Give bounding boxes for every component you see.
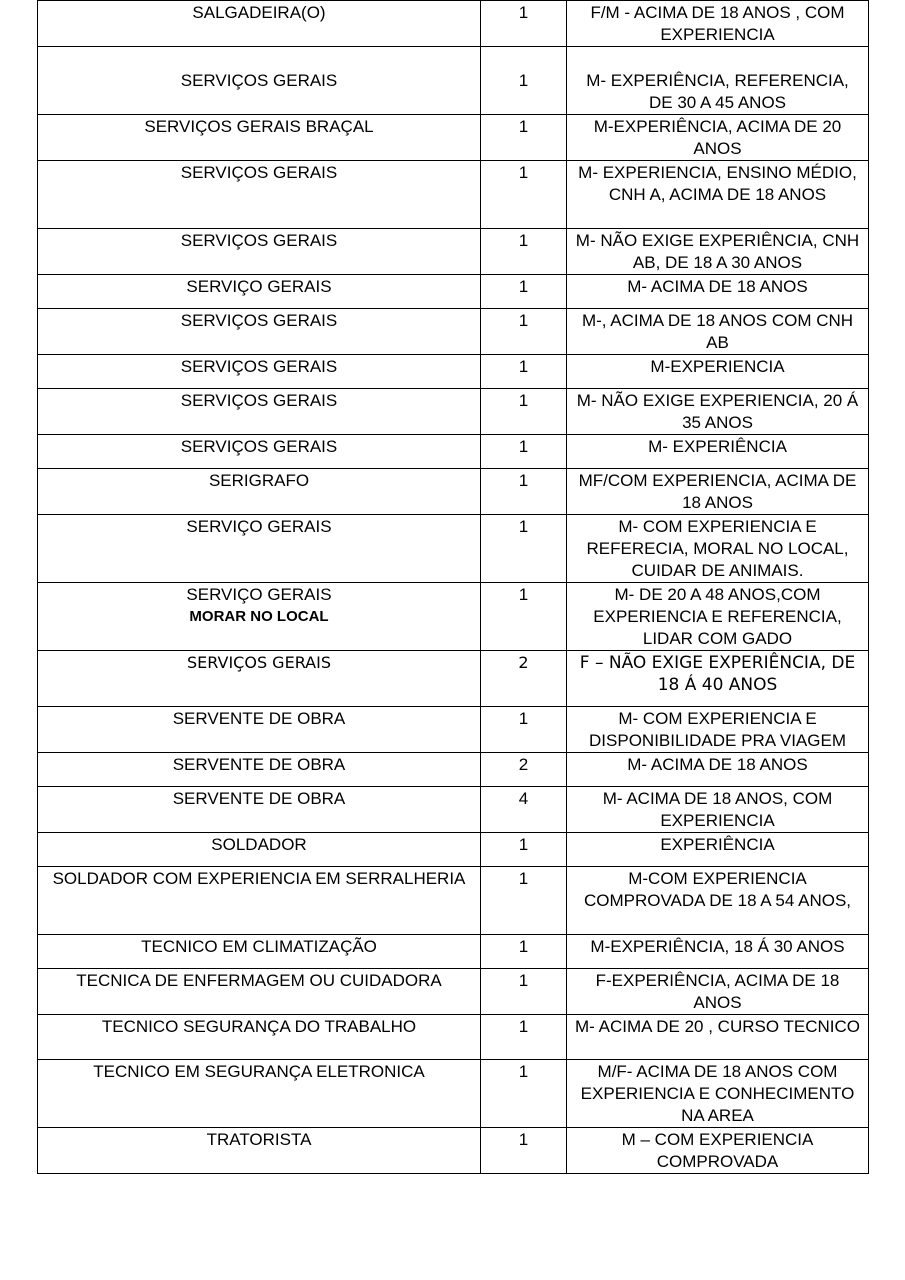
- requirements-cell: MF/COM EXPERIENCIA, ACIMA DE 18 ANOS: [567, 469, 869, 515]
- table-row: [38, 753, 869, 787]
- quantity-cell: 2: [481, 753, 567, 787]
- requirements-cell: M- DE 20 A 48 ANOS,COM EXPERIENCIA E REFERENCIA, LIDAR COM GADO: [567, 583, 869, 651]
- quantity-cell: 1: [481, 355, 567, 389]
- table-row: [38, 229, 869, 275]
- table-row: [38, 833, 869, 867]
- quantity-cell: 1: [481, 309, 567, 355]
- role-cell: SERVIÇOS GERAIS: [38, 435, 481, 469]
- role-cell: SOLDADOR: [38, 833, 481, 867]
- table-row: [38, 275, 869, 309]
- table-row: [38, 355, 869, 389]
- quantity-cell: 1: [481, 935, 567, 969]
- role-cell: SERVIÇOS GERAIS: [38, 309, 481, 355]
- quantity-cell: 1: [481, 115, 567, 161]
- requirements-cell: M- ACIMA DE 20 , CURSO TECNICO: [567, 1015, 869, 1060]
- quantity-cell: 2: [481, 651, 567, 707]
- requirements-cell: M-EXPERIENCIA: [567, 355, 869, 389]
- requirements-cell: F-EXPERIÊNCIA, ACIMA DE 18 ANOS: [567, 969, 869, 1015]
- quantity-cell: 1: [481, 161, 567, 229]
- role-cell: TECNICO EM CLIMATIZAÇÃO: [38, 935, 481, 969]
- role-cell: SERVIÇOS GERAIS BRAÇAL: [38, 115, 481, 161]
- table-row: [38, 309, 869, 355]
- requirements-cell: M/F- ACIMA DE 18 ANOS COM EXPERIENCIA E CONHECIMENTO NA AREA: [567, 1060, 869, 1128]
- requirements-cell: M- NÃO EXIGE EXPERIENCIA, 20 Á 35 ANOS: [567, 389, 869, 435]
- role-cell: SALGADEIRA(O): [38, 1, 481, 47]
- requirements-cell: F – NÃO EXIGE EXPERIÊNCIA, DE 18 Á 40 ANOS: [567, 651, 869, 707]
- table-row: [38, 787, 869, 833]
- role-cell: SOLDADOR COM EXPERIENCIA EM SERRALHERIA: [38, 867, 481, 935]
- quantity-cell: 1: [481, 47, 567, 115]
- role-note: MORAR NO LOCAL: [189, 608, 329, 625]
- requirements-cell: M-COM EXPERIENCIA COMPROVADA DE 18 A 54 ANOS,: [567, 867, 869, 935]
- quantity-cell: 1: [481, 583, 567, 651]
- table-row: [38, 389, 869, 435]
- requirements-cell: M – COM EXPERIENCIA COMPROVADA: [567, 1128, 869, 1174]
- quantity-cell: 1: [481, 833, 567, 867]
- role-cell: TECNICA DE ENFERMAGEM OU CUIDADORA: [38, 969, 481, 1015]
- quantity-cell: 1: [481, 435, 567, 469]
- role-cell: SERVIÇOS GERAIS: [38, 229, 481, 275]
- quantity-cell: 1: [481, 229, 567, 275]
- requirements-cell: M- COM EXPERIENCIA E DISPONIBILIDADE PRA VIAGEM: [567, 707, 869, 753]
- table-row: [38, 651, 869, 707]
- quantity-cell: 1: [481, 1, 567, 47]
- table-row: [38, 969, 869, 1015]
- role-cell: SERIGRAFO: [38, 469, 481, 515]
- requirements-cell: M- EXPERIÊNCIA: [567, 435, 869, 469]
- quantity-cell: 1: [481, 1128, 567, 1174]
- table-row: [38, 1128, 869, 1174]
- requirements-cell: M-EXPERIÊNCIA, 18 Á 30 ANOS: [567, 935, 869, 969]
- role-cell: SERVIÇOS GERAIS: [38, 355, 481, 389]
- quantity-cell: 1: [481, 469, 567, 515]
- quantity-cell: 1: [481, 969, 567, 1015]
- quantity-cell: 1: [481, 707, 567, 753]
- requirements-cell: F/M - ACIMA DE 18 ANOS , COM EXPERIENCIA: [567, 1, 869, 47]
- job-vacancies-table: [37, 0, 869, 1174]
- requirements-cell: M-, ACIMA DE 18 ANOS COM CNH AB: [567, 309, 869, 355]
- table-row: [38, 1015, 869, 1060]
- quantity-cell: 1: [481, 1060, 567, 1128]
- table-row: [38, 161, 869, 229]
- role-cell: SERVIÇO GERAIS: [38, 275, 481, 309]
- role-cell: SERVENTE DE OBRA: [38, 787, 481, 833]
- role-cell: SERVIÇOS GERAIS: [38, 47, 481, 115]
- quantity-cell: 1: [481, 867, 567, 935]
- quantity-cell: 1: [481, 1015, 567, 1060]
- table-row: [38, 1060, 869, 1128]
- table-row: [38, 435, 869, 469]
- requirements-cell: M- NÃO EXIGE EXPERIÊNCIA, CNH AB, DE 18 A 30 ANOS: [567, 229, 869, 275]
- role-cell: [38, 583, 481, 651]
- requirements-cell: EXPERIÊNCIA: [567, 833, 869, 867]
- quantity-cell: 1: [481, 515, 567, 583]
- role-cell: SERVENTE DE OBRA: [38, 753, 481, 787]
- role-cell: SERVENTE DE OBRA: [38, 707, 481, 753]
- table-row: [38, 515, 869, 583]
- role-cell: TECNICO EM SEGURANÇA ELETRONICA: [38, 1060, 481, 1128]
- table-row: [38, 935, 869, 969]
- table-row: [38, 583, 869, 651]
- requirements-cell: M- EXPERIÊNCIA, REFERENCIA, DE 30 A 45 ANOS: [567, 47, 869, 115]
- table-row: [38, 469, 869, 515]
- requirements-cell: M- ACIMA DE 18 ANOS: [567, 753, 869, 787]
- quantity-cell: 4: [481, 787, 567, 833]
- table-row: [38, 707, 869, 753]
- role-cell: SERVIÇOS GERAIS: [38, 651, 481, 707]
- quantity-cell: 1: [481, 275, 567, 309]
- table-row: [38, 1, 869, 47]
- requirements-cell: M-EXPERIÊNCIA, ACIMA DE 20 ANOS: [567, 115, 869, 161]
- table-row: [38, 47, 869, 115]
- role-cell: SERVIÇOS GERAIS: [38, 161, 481, 229]
- requirements-cell: M- ACIMA DE 18 ANOS, COM EXPERIENCIA: [567, 787, 869, 833]
- role-cell: SERVIÇOS GERAIS: [38, 389, 481, 435]
- role-cell: SERVIÇO GERAIS: [38, 515, 481, 583]
- quantity-cell: 1: [481, 389, 567, 435]
- table-row: [38, 867, 869, 935]
- role-cell: TECNICO SEGURANÇA DO TRABALHO: [38, 1015, 481, 1060]
- table-row: [38, 115, 869, 161]
- role-cell: TRATORISTA: [38, 1128, 481, 1174]
- requirements-cell: M- ACIMA DE 18 ANOS: [567, 275, 869, 309]
- requirements-cell: M- EXPERIENCIA, ENSINO MÉDIO, CNH A, ACIMA DE 18 ANOS: [567, 161, 869, 229]
- requirements-cell: M- COM EXPERIENCIA E REFERECIA, MORAL NO LOCAL, CUIDAR DE ANIMAIS.: [567, 515, 869, 583]
- role-title: SERVIÇO GERAIS: [186, 585, 332, 604]
